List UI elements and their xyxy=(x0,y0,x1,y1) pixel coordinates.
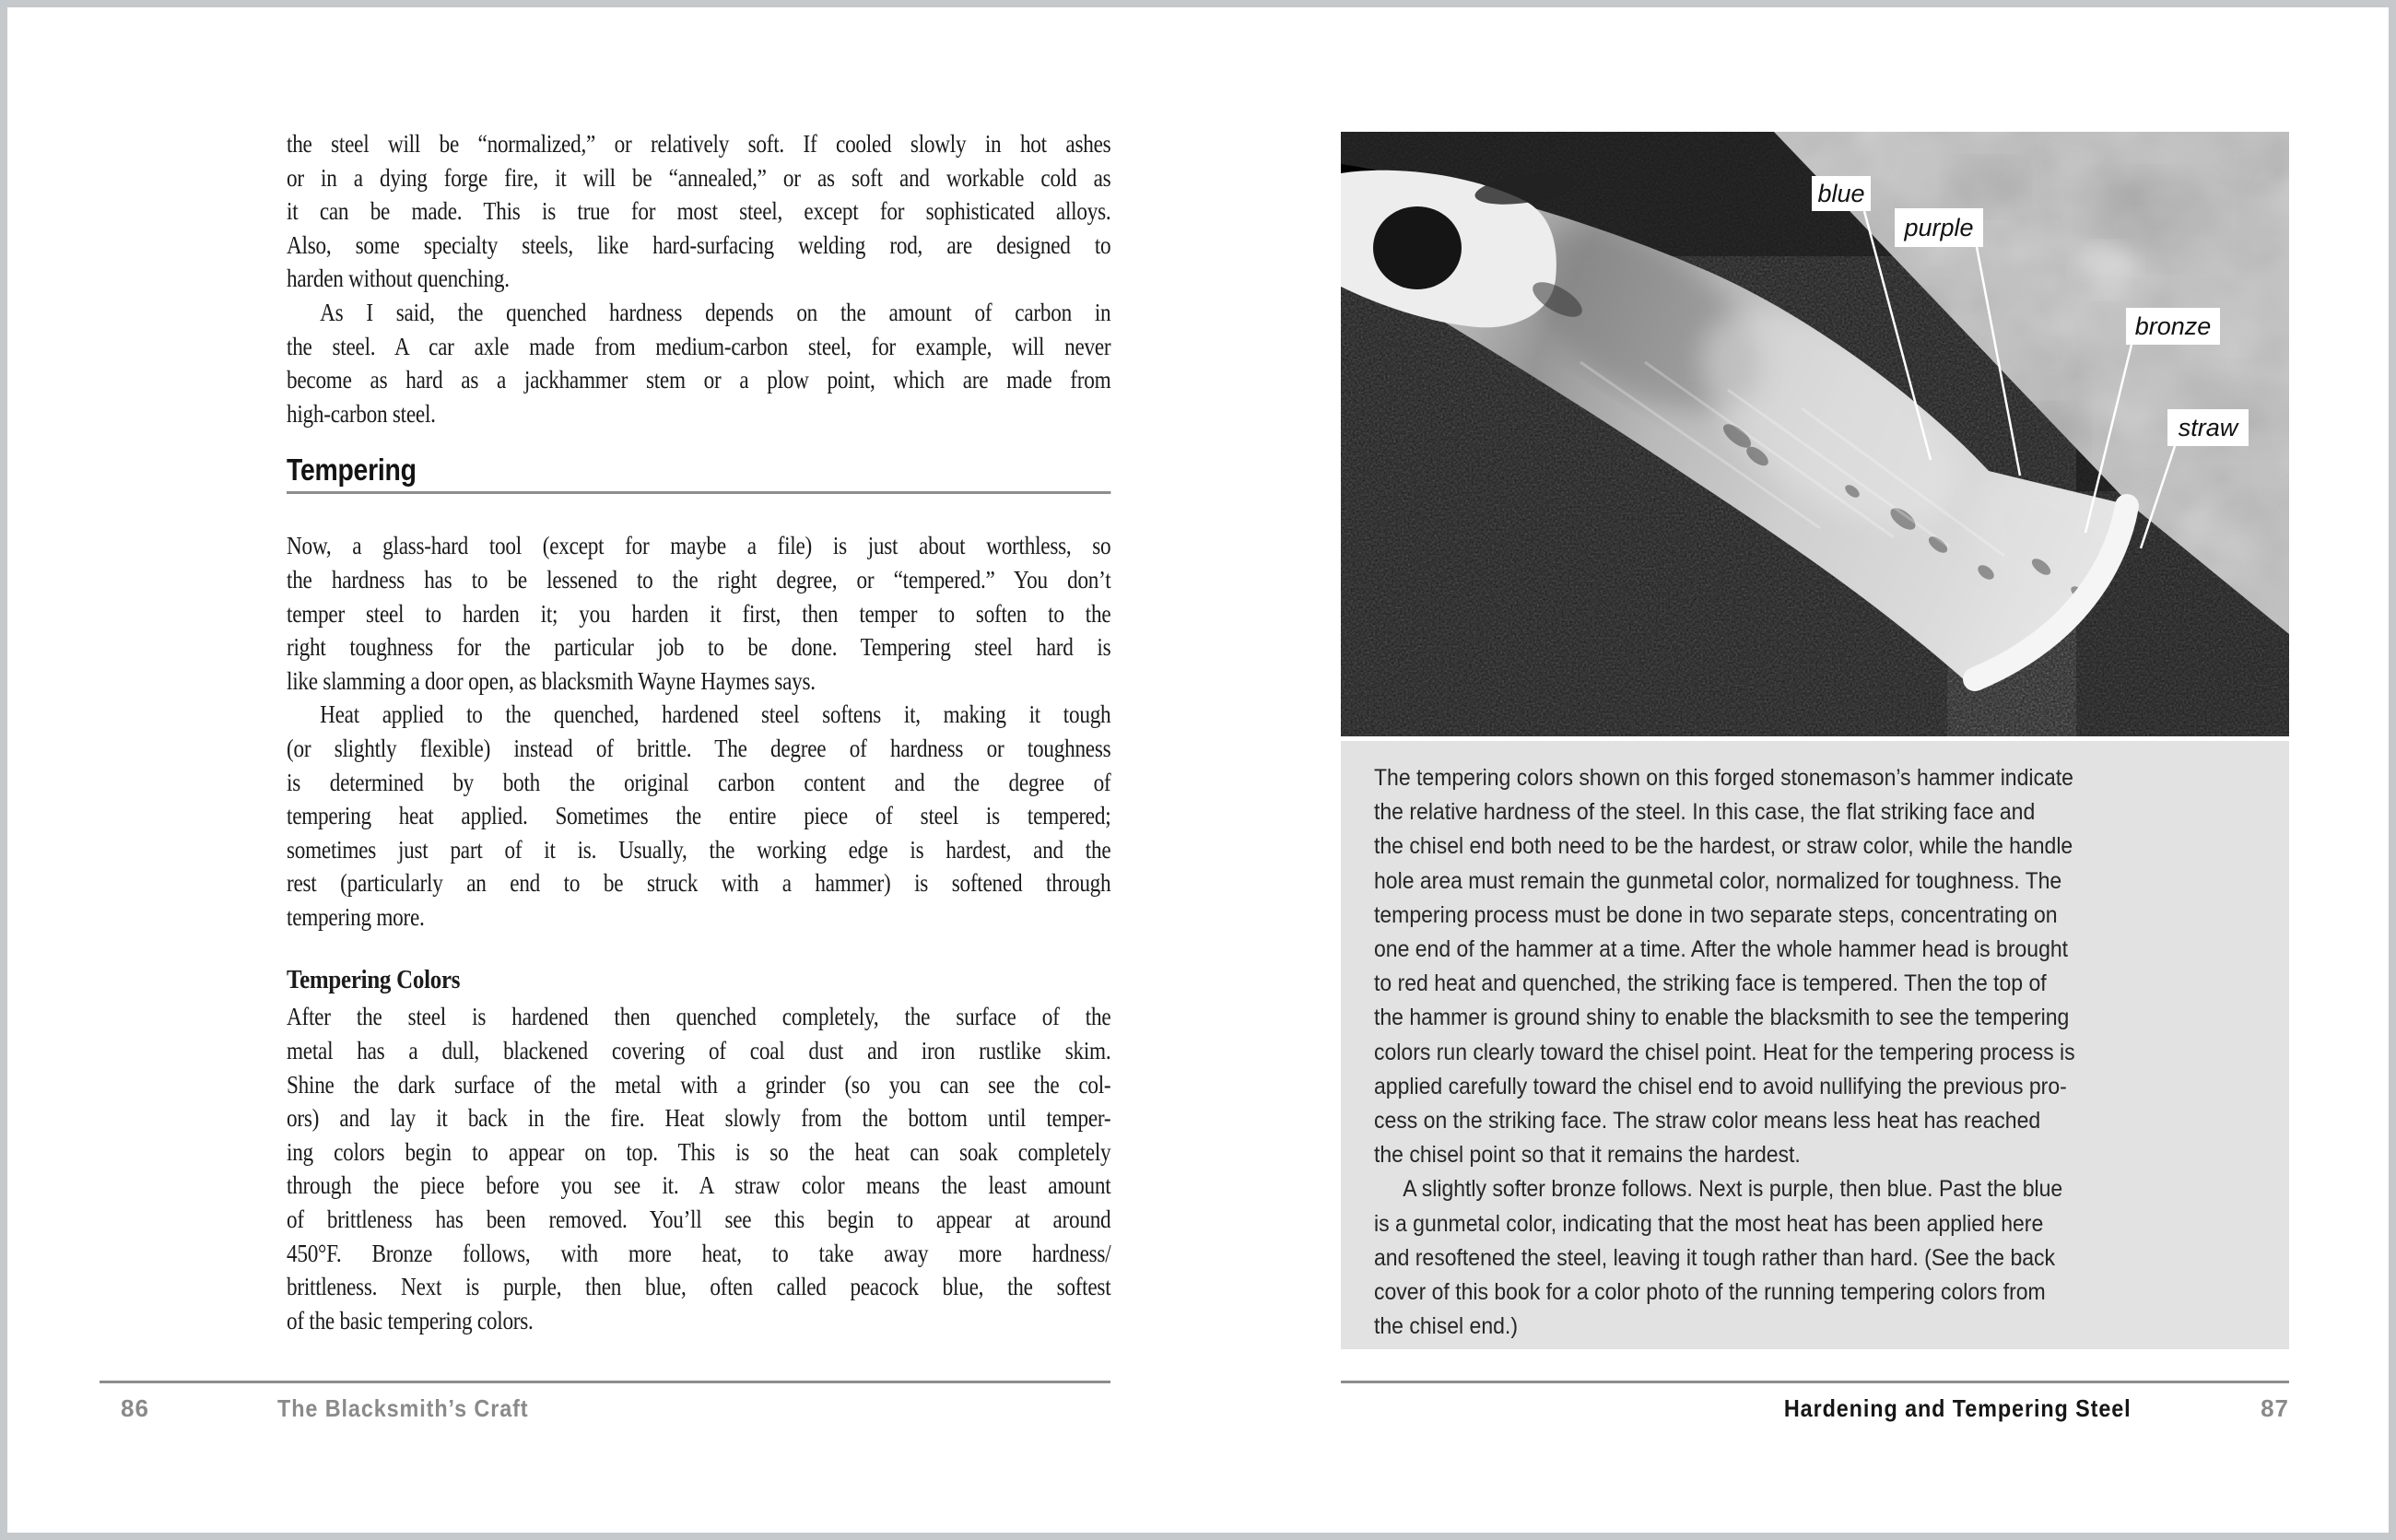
right-footer-rule xyxy=(1341,1381,2289,1383)
paragraph-quenched-hardness xyxy=(287,296,1110,430)
paragraph-glass-hard-tool xyxy=(287,529,1110,698)
bronze-label: bronze xyxy=(2134,312,2212,340)
straw-label: straw xyxy=(2178,414,2238,441)
caption-text-line: the chisel end both need to be the hardest, or straw color, while the handle xyxy=(1374,833,2073,860)
body-text-line: become as hard as a jackhammer stem or a plow point, which are made from xyxy=(287,366,1111,394)
body-text-line: the hardness has to be lessened to the right degree, or “tempered.” You don’t xyxy=(287,565,1111,594)
body-text-line: sometimes just part of it is. Usually, the working edge is hardest, and the xyxy=(287,835,1111,864)
body-text-line: right toughness for the particular job to be done. Tempering steel hard is xyxy=(287,633,1111,662)
body-text-line: harden without quenching. xyxy=(287,265,510,293)
body-text-line: tempering heat applied. Sometimes the entire piece of steel is tempered; xyxy=(287,802,1111,830)
heading-rule xyxy=(287,491,1110,494)
body-text-line: As I said, the quenched hardness depends on the amount of carbon in xyxy=(320,298,1111,326)
body-text-line: it can be made. This is true for most steel, except for sophisticated alloys. xyxy=(287,197,1111,226)
caption-text-line: one end of the hammer at a time. After the whole hammer head is brought xyxy=(1374,936,2069,963)
body-text-line: or in a dying forge fire, it will be “annealed,” or as soft and workable cold as xyxy=(287,163,1111,192)
body-text-line: temper steel to harden it; you harden it first, then temper to soften to the xyxy=(287,599,1111,628)
section-heading-tempering: Tempering xyxy=(287,453,417,488)
body-text-line: of brittleness has been removed. You’ll see this begin to appear at around xyxy=(287,1205,1111,1234)
purple-label: purple xyxy=(1904,214,1974,241)
photo-illustration xyxy=(1341,132,2289,736)
body-text-line: brittleness. Next is purple, then blue, often called peacock blue, the softest xyxy=(287,1273,1111,1301)
right-running-title-text: Hardening and Tempering Steel xyxy=(1784,1394,2132,1422)
caption-text-line: The tempering colors shown on this forged stonemason’s hammer indicate xyxy=(1374,765,2073,791)
caption-text-line: is a gunmetal color, indicating that the most heat has been applied here xyxy=(1374,1210,2044,1237)
caption-text-line: hole area must remain the gunmetal color, normalized for toughness. The xyxy=(1374,867,2062,894)
caption-text-line: colors run clearly toward the chisel point. Heat for the tempering process is xyxy=(1374,1039,2075,1065)
paragraph-tempering-colors xyxy=(287,1000,1110,1337)
caption-text-line: the relative hardness of the steel. In this case, the flat striking face and xyxy=(1374,799,2036,826)
body-text-line: After the steel is hardened then quenched completely, the surface of the xyxy=(287,1003,1111,1031)
body-text-line: the steel will be “normalized,” or relatively soft. If cooled slowly in hot ashes xyxy=(287,130,1111,158)
tempering-colors-photo xyxy=(1341,132,2289,736)
photo-caption-box xyxy=(1341,741,2289,1349)
caption-text-line: and resoftened the steel, leaving it tough rather than hard. (See the back xyxy=(1374,1244,2056,1271)
left-running-title xyxy=(277,1394,557,1423)
body-text-line: tempering more. xyxy=(287,902,425,931)
body-text-line: the steel. A car axle made from medium-carbon steel, for example, will never xyxy=(287,332,1111,360)
photo-caption xyxy=(1374,761,2258,1344)
caption-paragraph-2 xyxy=(1374,1172,2258,1344)
caption-text-line: cover of this book for a color photo of the running tempering colors from xyxy=(1374,1279,2046,1306)
caption-text-line: tempering process must be done in two separate steps, concentrating on xyxy=(1374,901,2058,928)
caption-text-line: the chisel end.) xyxy=(1374,1313,1518,1340)
caption-text-line: the chisel point so that it remains the hardest. xyxy=(1374,1142,1801,1169)
left-text-column xyxy=(287,127,1110,1337)
body-text-line: metal has a dull, blackened covering of coal dust and iron rustlike skim. xyxy=(287,1037,1111,1065)
body-text-line: Now, a glass-hard tool (except for maybe a file) is just about worthless, so xyxy=(287,532,1111,560)
right-page-number: 87 xyxy=(2261,1394,2289,1422)
right-footer xyxy=(1341,1394,2289,1423)
left-running-title-text: The Blacksmith’s Craft xyxy=(277,1394,529,1422)
body-text-line: Also, some specialty steels, like hard-surfacing welding rod, are designed to xyxy=(287,230,1111,259)
body-text-line: is determined by both the original carbon content and the degree of xyxy=(287,768,1111,796)
caption-paragraph-1 xyxy=(1374,761,2258,1172)
hammer-eye-hole xyxy=(1373,206,1462,289)
paragraph-normalized-annealed xyxy=(287,127,1110,296)
right-running-title xyxy=(1745,1394,2132,1423)
body-text-line: through the piece before you see it. A straw color means the least amount xyxy=(287,1171,1111,1200)
caption-text-line: the hammer is ground shiny to enable the blacksmith to see the tempering xyxy=(1374,1005,2070,1031)
body-text-line: like slamming a door open, as blacksmith Wayne Haymes says. xyxy=(287,666,816,695)
left-page-number: 86 xyxy=(121,1394,149,1422)
left-footer-rule xyxy=(100,1381,1110,1383)
caption-text-line: cess on the striking face. The straw color means less heat has reached xyxy=(1374,1108,2041,1134)
body-text-line: ors) and lay it back in the fire. Heat slowly from the bottom until temper- xyxy=(287,1104,1111,1133)
body-text-line: Heat applied to the quenched, hardened steel softens it, making it tough xyxy=(320,700,1111,729)
body-text-line: ing colors begin to appear on top. This is so the heat can soak completely xyxy=(287,1137,1111,1166)
body-text-line: (or slightly flexible) instead of brittle. The degree of hardness or toughness xyxy=(287,734,1111,762)
body-text-line: Shine the dark surface of the metal with a grinder (so you can see the col- xyxy=(287,1070,1111,1099)
body-text-line: 450°F. Bronze follows, with more heat, to take away more hardness/ xyxy=(287,1239,1111,1267)
caption-text-line: to red heat and quenched, the striking face is tempered. Then the top of xyxy=(1374,970,2047,997)
caption-text-line: A slightly softer bronze follows. Next is purple, then blue. Past the blue xyxy=(1403,1176,2063,1203)
body-text-line: rest (particularly an end to be struck with a hammer) is softened through xyxy=(287,869,1111,898)
caption-text-line: applied carefully toward the chisel end to avoid nullifying the previous pro- xyxy=(1374,1073,2067,1099)
paragraph-heat-applied xyxy=(287,698,1110,934)
subheading-tempering-colors: Tempering Colors xyxy=(287,965,461,995)
body-text-line: of the basic tempering colors. xyxy=(287,1306,534,1334)
open-book-page xyxy=(7,7,2389,1533)
body-text-line: high-carbon steel. xyxy=(287,399,436,428)
blue-label: blue xyxy=(1817,180,1865,207)
